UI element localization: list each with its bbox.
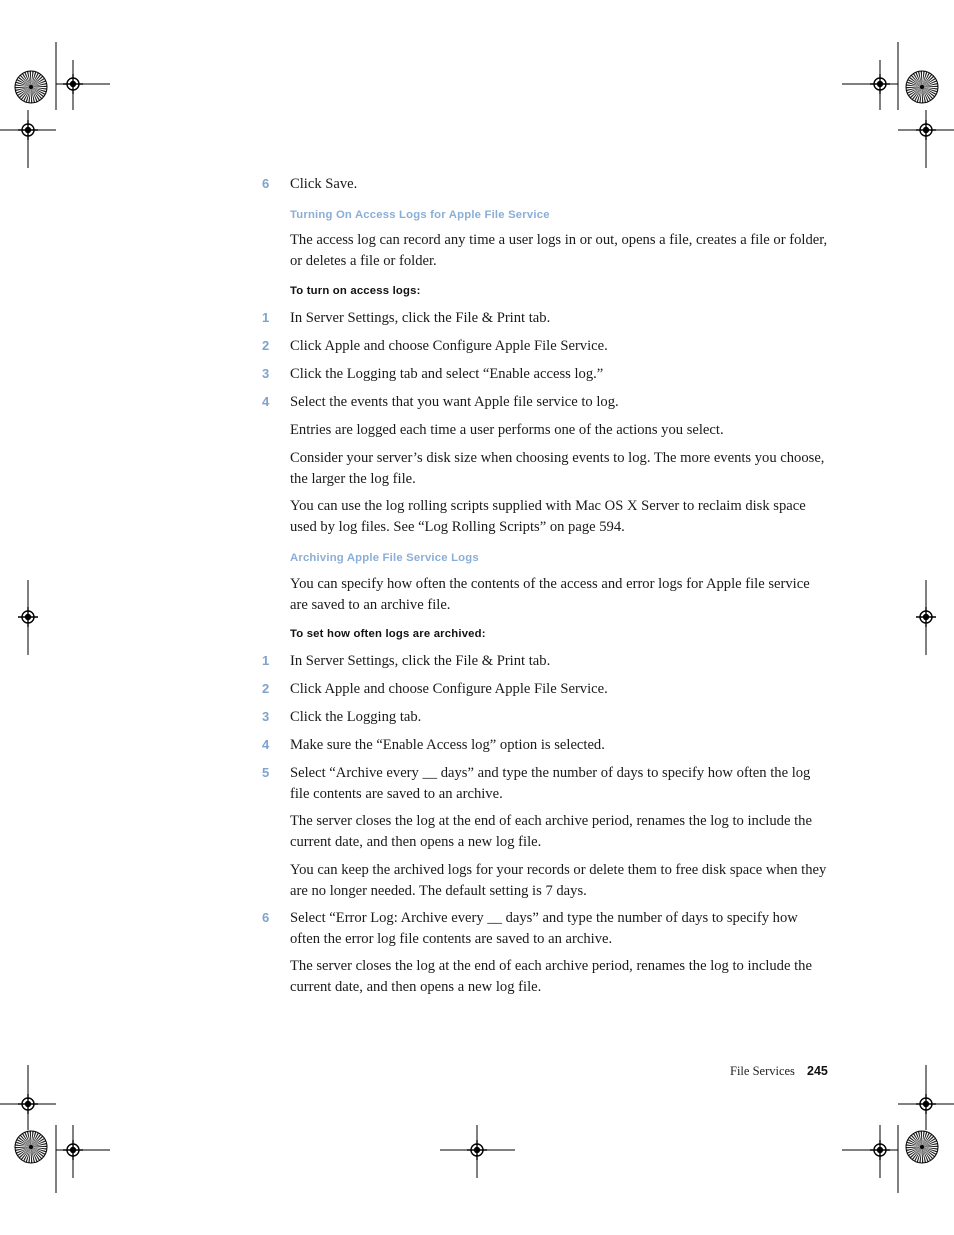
paragraph: The server closes the log at the end of each archive period, renames the log to include the current date, and then opens a new log file.	[290, 813, 812, 850]
step-number: 6	[262, 176, 270, 191]
step-number: 2	[262, 338, 270, 353]
registration-mark-icon	[18, 120, 38, 140]
step-number: 2	[262, 681, 270, 696]
section-heading: Archiving Apple File Service Logs	[290, 552, 479, 564]
procedure-heading: To turn on access logs:	[290, 285, 421, 297]
registration-mark-icon	[916, 607, 936, 627]
step-number: 3	[262, 709, 270, 724]
paragraph: You can specify how often the contents of the access and error logs for Apple file service are saved to an archive file.	[290, 576, 810, 613]
starburst-target-icon	[906, 1131, 938, 1163]
registration-mark-icon	[916, 120, 936, 140]
starburst-target-icon	[15, 1131, 47, 1163]
step-text: Click the Logging tab and select “Enable access log.”	[290, 366, 604, 382]
step-number: 6	[262, 910, 270, 925]
step-text: Make sure the “Enable Access log” option is selected.	[290, 737, 605, 753]
step-text: Select the events that you want Apple file service to log.	[290, 394, 619, 410]
step-text: In Server Settings, click the File & Print tab.	[290, 653, 551, 669]
registration-mark-icon	[870, 74, 890, 94]
step-number: 5	[262, 765, 270, 780]
paragraph: Consider your server’s disk size when choosing events to log. The more events you choose, the larger the log file.	[290, 450, 825, 487]
paragraph: Entries are logged each time a user performs one of the actions you select.	[290, 422, 724, 438]
paragraph: The access log can record any time a user logs in or out, opens a file, creates a file or folder, or deletes a file or folder.	[290, 232, 828, 269]
registration-mark-icon	[63, 74, 83, 94]
registration-mark-icon	[18, 607, 38, 627]
step-text: Click Save.	[290, 176, 358, 192]
step-text: Select “Archive every __ days” and type the number of days to specify how often the log file contents are saved to an archive.	[290, 765, 811, 802]
paragraph: The server closes the log at the end of each archive period, renames the log to include the current date, and then opens a new log file.	[290, 958, 812, 995]
step-text: Click the Logging tab.	[290, 709, 422, 725]
starburst-target-icon	[15, 71, 47, 103]
footer-section-title: File Services	[730, 1064, 795, 1078]
registration-mark-icon	[467, 1140, 487, 1160]
registration-mark-icon	[18, 1094, 38, 1114]
registration-mark-icon	[916, 1094, 936, 1114]
step-number: 4	[262, 394, 270, 409]
section-heading: Turning On Access Logs for Apple File Service	[290, 209, 550, 221]
step-number: 3	[262, 366, 270, 381]
paragraph: You can use the log rolling scripts supplied with Mac OS X Server to reclaim disk space used by log files. See “Log Rolling Scripts” on page 594.	[290, 498, 806, 535]
registration-mark-icon	[870, 1140, 890, 1160]
starburst-target-icon	[906, 71, 938, 103]
paragraph: You can keep the archived logs for your records or delete them to free disk space when they are no longer needed. The default setting is 7 days.	[290, 862, 827, 899]
step-number: 4	[262, 737, 270, 752]
step-number: 1	[262, 310, 270, 325]
step-text: Click Apple and choose Configure Apple File Service.	[290, 681, 608, 697]
procedure-heading: To set how often logs are archived:	[290, 628, 486, 640]
page-number: 245	[807, 1064, 828, 1078]
step-number: 1	[262, 653, 270, 668]
step-text: In Server Settings, click the File & Print tab.	[290, 310, 551, 326]
step-text: Click Apple and choose Configure Apple File Service.	[290, 338, 608, 354]
step-text: Select “Error Log: Archive every __ days” and type the number of days to specify how often the error log file contents are saved to an archive.	[290, 910, 798, 947]
registration-mark-icon	[63, 1140, 83, 1160]
